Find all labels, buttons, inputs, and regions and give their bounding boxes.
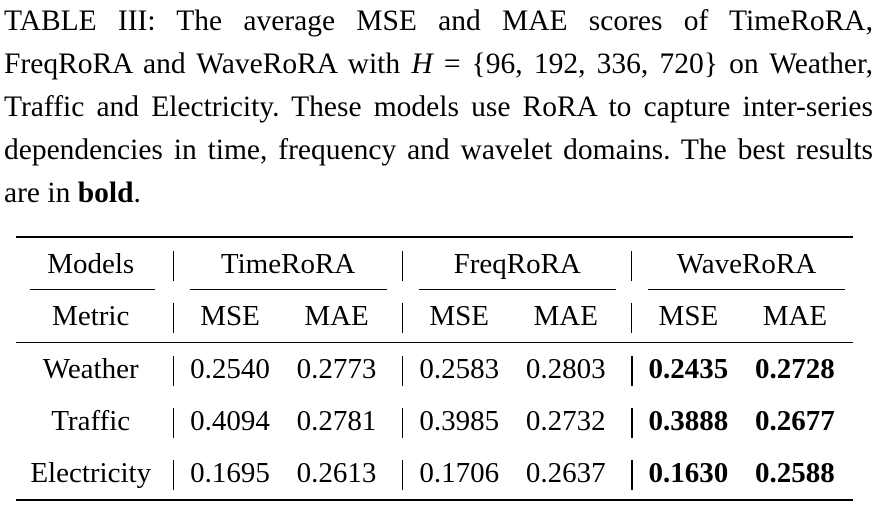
value-cell: 0.2583	[411, 343, 508, 396]
value-cell: 0.4094	[190, 404, 270, 437]
caption-end: .	[133, 177, 141, 209]
dataset-label: Weather	[16, 343, 165, 396]
value-cell: 0.2781	[296, 404, 377, 437]
column-separator	[624, 447, 640, 500]
column-separator	[165, 237, 181, 290]
column-separator	[395, 447, 411, 500]
caption-variable-h: H	[411, 48, 433, 80]
value-cell: 0.3985	[419, 404, 500, 437]
metric-header-cell: MSE	[658, 299, 719, 332]
caption-part1: TABLE III: The average MSE and MAE scores of TimeRoRA, FreqRoRA and WaveRoRA with	[4, 5, 873, 80]
value-cell: 0.2732	[525, 404, 606, 437]
metric-header-cell: MSE	[429, 299, 490, 332]
column-separator	[165, 447, 181, 500]
column-separator	[395, 343, 411, 396]
best-value-cell: 0.2588	[737, 447, 853, 500]
table-row-electricity	[16, 447, 853, 500]
group-header-freqrora: FreqRoRA	[411, 237, 624, 290]
value-cell: 0.2637	[508, 447, 624, 500]
results-table	[16, 236, 853, 501]
dataset-label: Electricity	[16, 447, 165, 500]
metric-header-row	[16, 290, 853, 343]
column-separator	[624, 290, 640, 343]
column-separator	[165, 395, 181, 447]
value-cell: 0.2613	[278, 447, 394, 500]
group-header-timerora: TimeRoRA	[182, 237, 395, 290]
column-separator	[624, 395, 640, 447]
dataset-label: Traffic	[51, 404, 131, 437]
best-value-cell: 0.1630	[640, 447, 737, 500]
group-header-waverora: WaveRoRA	[640, 237, 853, 290]
value-cell: 0.1706	[411, 447, 508, 500]
table-caption	[4, 0, 873, 215]
column-separator	[165, 290, 181, 343]
metric-header-cell: MAE	[304, 299, 369, 332]
header-metric: Metric	[52, 299, 130, 332]
column-separator	[395, 237, 411, 290]
table-row-weather	[16, 343, 853, 396]
column-separator	[395, 395, 411, 447]
metric-header-cell: MSE	[200, 299, 260, 332]
caption-horizon-set: {96, 192, 336, 720}	[471, 48, 718, 80]
value-cell: 0.2540	[182, 343, 279, 396]
column-separator	[624, 343, 640, 396]
table-row-traffic	[16, 395, 853, 447]
caption-bold-word: bold	[77, 177, 134, 209]
value-cell: 0.2803	[508, 343, 624, 396]
caption-part2: on Weather, Traffic and Electricity. These models use RoRA to capture inter-series dependencies in time, frequency and wavelet domains. The best results are in	[4, 48, 873, 209]
column-separator	[395, 290, 411, 343]
header-models: Models	[16, 237, 165, 290]
metric-header-cell: MAE	[533, 299, 598, 332]
value-cell: 0.2773	[278, 343, 394, 396]
best-value-cell: 0.3888	[648, 404, 729, 437]
value-cell: 0.1695	[182, 447, 279, 500]
group-header-row	[16, 237, 853, 290]
caption-equals: =	[432, 48, 472, 80]
column-separator	[624, 237, 640, 290]
best-value-cell: 0.2435	[640, 343, 737, 396]
column-separator	[165, 343, 181, 396]
results-table-container	[16, 236, 853, 501]
best-value-cell: 0.2677	[755, 404, 835, 437]
best-value-cell: 0.2728	[737, 343, 853, 396]
metric-header-cell: MAE	[762, 299, 828, 332]
